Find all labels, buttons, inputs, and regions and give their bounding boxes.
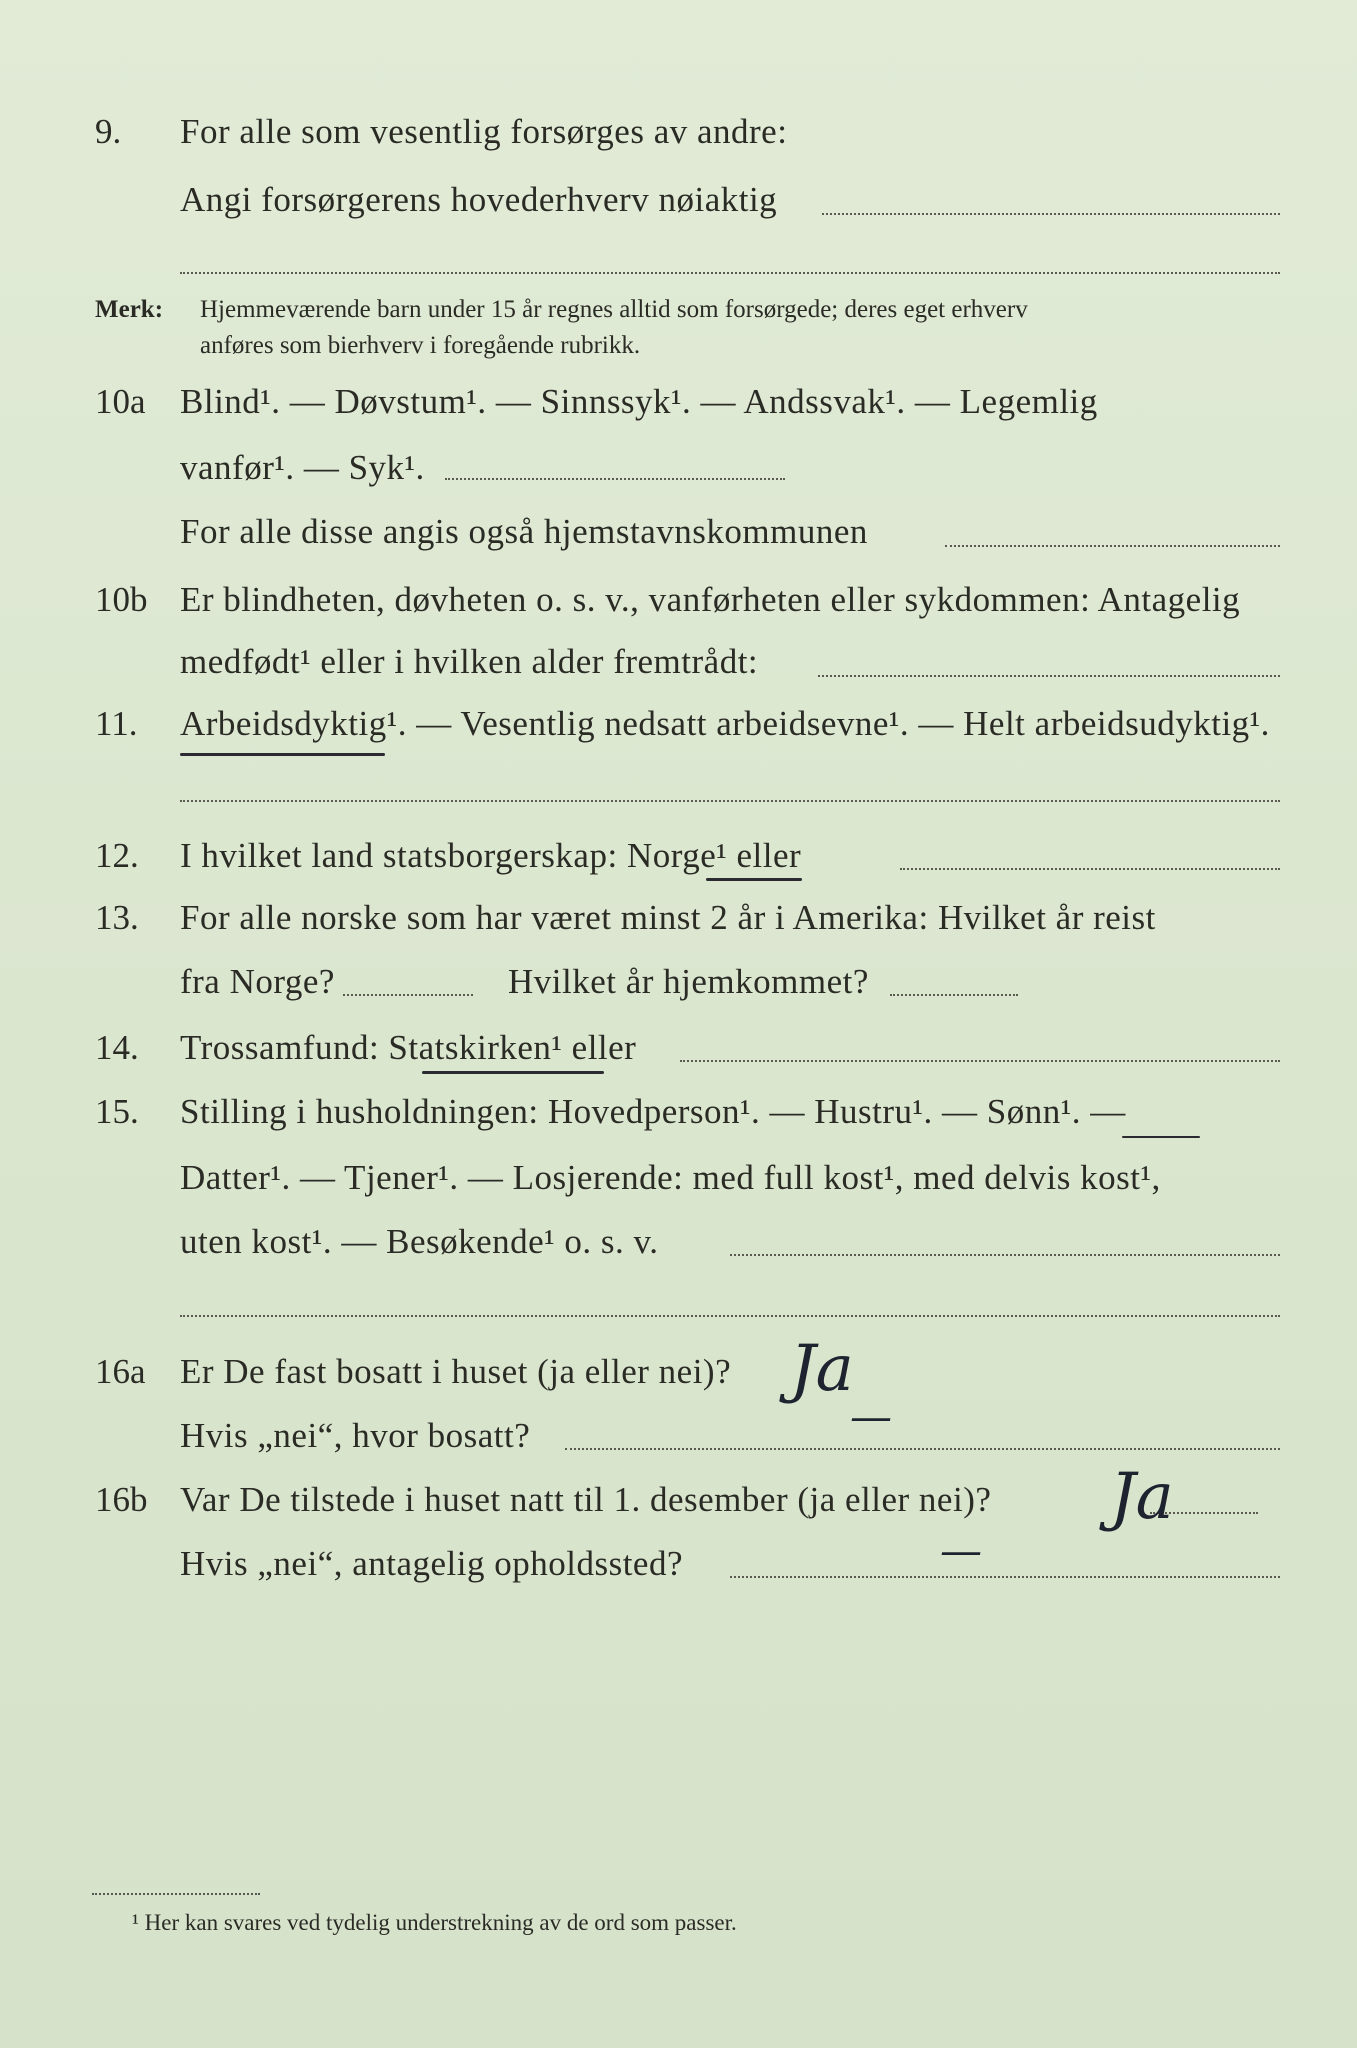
q10a-answer-line bbox=[945, 545, 1280, 547]
q11-line-1: Arbeidsdyktig¹. — Vesentlig nedsatt arbeidsevne¹. — Helt arbeidsudyktig¹. bbox=[180, 704, 1270, 743]
footnote: ¹ Her kan svares ved tydelig understrekning av de ord som passer. bbox=[132, 1910, 737, 1935]
q13-reist-line bbox=[343, 994, 473, 996]
footnote-rule bbox=[92, 1893, 260, 1895]
sonn-underline bbox=[1122, 1136, 1200, 1138]
question-number-14: 14. bbox=[95, 1028, 139, 1067]
q16a-handwritten-dash: — bbox=[850, 1392, 892, 1441]
question-number-11: 11. bbox=[95, 704, 138, 743]
q16a-line-1: Er De fast bosatt i huset (ja eller nei)? bbox=[180, 1352, 732, 1391]
q14-line-1: Trossamfund: Statskirken¹ eller bbox=[180, 1028, 637, 1067]
question-number-15: 15. bbox=[95, 1092, 139, 1131]
q16a-handwritten-answer: Ja bbox=[790, 1332, 854, 1406]
question-number-16b: 16b bbox=[95, 1480, 148, 1519]
q16b-handwritten-dash: — bbox=[940, 1526, 982, 1575]
q15-line-3: uten kost¹. — Besøkende¹ o. s. v. bbox=[180, 1222, 659, 1261]
q15-line-2: Datter¹. — Tjener¹. — Losjerende: med full kost¹, med delvis kost¹, bbox=[180, 1158, 1161, 1197]
q10b-line-1: Er blindheten, døvheten o. s. v., vanførheten eller sykdommen: Antagelig bbox=[180, 580, 1241, 619]
q13-line-1: For alle norske som har været minst 2 år i Amerika: Hvilket år reist bbox=[180, 898, 1156, 937]
merk-line-1: Hjemmeværende barn under 15 år regnes alltid som forsørgede; deres eget erhverv bbox=[200, 296, 1028, 323]
q16b-handwritten-answer: Ja bbox=[1110, 1460, 1174, 1534]
merk-line-2: anføres som bierhverv i foregående rubrikk. bbox=[200, 332, 641, 359]
q10a-syk-line bbox=[445, 478, 785, 480]
q12-line-1: I hvilket land statsborgerskap: Norge¹ eller bbox=[180, 836, 802, 875]
question-number-12: 12. bbox=[95, 836, 139, 875]
q13-line-2b: Hvilket år hjemkommet? bbox=[508, 962, 869, 1001]
q11-answer-line bbox=[180, 800, 1280, 802]
question-number-16a: 16a bbox=[95, 1352, 146, 1391]
q9-line-2: Angi forsørgerens hovederhverv nøiaktig bbox=[180, 180, 778, 219]
merk-label: Merk: bbox=[95, 296, 164, 323]
question-number-10b: 10b bbox=[95, 580, 148, 619]
q16a-line-2: Hvis „nei“, hvor bosatt? bbox=[180, 1416, 531, 1455]
q15-line-1: Stilling i husholdningen: Hovedperson¹. — Hustru¹. — Sønn¹. — bbox=[180, 1092, 1126, 1131]
q15-answer-line-2 bbox=[180, 1315, 1280, 1317]
q14-answer-line bbox=[680, 1060, 1280, 1062]
q10a-line-2: vanfør¹. — Syk¹. bbox=[180, 448, 425, 487]
q16b-line-1: Var De tilstede i huset natt til 1. desember (ja eller nei)? bbox=[180, 1480, 992, 1519]
q12-answer-line bbox=[900, 868, 1280, 870]
norge-underline bbox=[706, 878, 802, 881]
q9-answer-line bbox=[822, 213, 1280, 215]
q13-hjemkommet-line bbox=[890, 994, 1018, 996]
q10a-line-3: For alle disse angis også hjemstavnskommunen bbox=[180, 512, 868, 551]
question-number-10a: 10a bbox=[95, 382, 146, 421]
q16b-answer-line-2 bbox=[730, 1576, 1280, 1578]
q15-answer-line bbox=[730, 1254, 1280, 1256]
statskirken-underline bbox=[422, 1071, 604, 1074]
q16b-line-2: Hvis „nei“, antagelig opholdssted? bbox=[180, 1544, 683, 1583]
q16a-answer-line bbox=[565, 1448, 1280, 1450]
q13-line-2a: fra Norge? bbox=[180, 962, 335, 1001]
question-number-13: 13. bbox=[95, 898, 139, 937]
q9-answer-line-2 bbox=[180, 272, 1280, 274]
question-number-9: 9. bbox=[95, 112, 122, 151]
q10b-line-2: medfødt¹ eller i hvilken alder fremtrådt: bbox=[180, 642, 759, 681]
q9-line-1: For alle som vesentlig forsørges av andre: bbox=[180, 112, 788, 151]
arbeidsdyktig-underline bbox=[180, 753, 385, 756]
q10a-line-1: Blind¹. — Døvstum¹. — Sinnssyk¹. — Andssvak¹. — Legemlig bbox=[180, 382, 1098, 421]
q10b-answer-line bbox=[818, 675, 1280, 677]
